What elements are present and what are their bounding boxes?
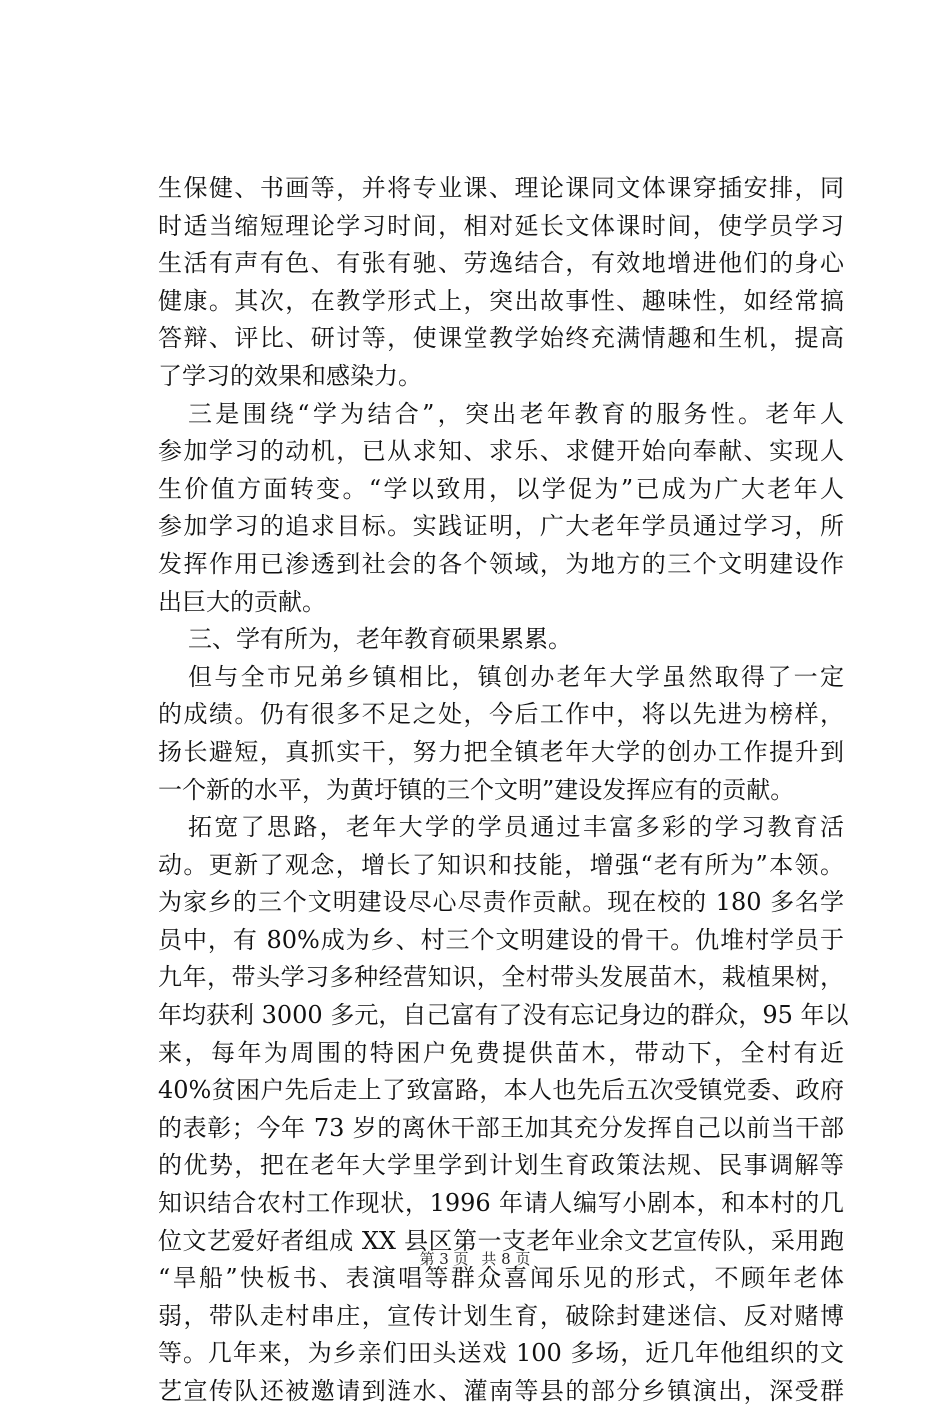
text-line: 扬长避短，真抓实干，努力把全镇老年大学的创办工作提升到 <box>158 737 844 766</box>
text-line: 的优势，把在老年大学里学到计划生育政策法规、民事调解等 <box>158 1151 844 1180</box>
text-line: 时适当缩短理论学习时间，相对延长文体课时间，使学员学习 <box>158 211 844 240</box>
text-line: 三是围绕“学为结合”，突出老年教育的服务性。老年人 <box>188 399 844 428</box>
page-footer <box>0 1248 950 1269</box>
text-line: 员中，有 80%成为乡、村三个文明建设的骨干。仇堆村学员于 <box>158 925 844 954</box>
text-line: 等。几年来，为乡亲们田头送戏 100 多场，近几年他组织的文 <box>158 1339 844 1368</box>
section-heading: 三、学有所为，老年教育硕果累累。 <box>188 625 572 654</box>
text-line: 生价值方面转变。“学以致用，以学促为”已成为广大老年人 <box>158 474 844 503</box>
text-line: 九年，带头学习多种经营知识，全村带头发展苗木，栽植果树， <box>158 963 844 992</box>
text-line: 年均获利 3000 多元，自己富有了没有忘记身边的群众，95 年以 <box>158 1001 849 1030</box>
text-line: 生保健、书画等，并将专业课、理论课同文体课穿插安排，同 <box>158 174 844 202</box>
text-line: 出巨大的贡献。 <box>158 587 326 616</box>
text-line: 动。更新了观念，增长了知识和技能，增强“老有所为”本领。 <box>158 850 844 879</box>
text-line: “旱船”快板书、表演唱等群众喜闻乐见的形式，不顾年老体 <box>158 1264 844 1293</box>
text-line: 艺宣传队还被邀请到涟水、灌南等县的部分乡镇演出，深受群 <box>158 1377 844 1405</box>
text-line: 位文艺爱好者组成 XX 县区第一支老年业余文艺宣传队，采用跑 <box>158 1226 844 1255</box>
text-line: 弱，带队走村串庄，宣传计划生育，破除封建迷信、反对赌博 <box>158 1301 844 1330</box>
text-line: 为家乡的三个文明建设尽心尽责作贡献。现在校的 180 多名学 <box>158 888 844 917</box>
body-text <box>158 170 849 1411</box>
text-line: 知识结合农村工作现状，1996 年请人编写小剧本，和本村的几 <box>158 1189 844 1218</box>
text-line: 一个新的水平，为黄圩镇的三个文明”建设发挥应有的贡献。 <box>158 775 795 804</box>
page-total: 共 8 页 <box>481 1250 531 1268</box>
text-line: 40%贫困户先后走上了致富路，本人也先后五次受镇党委、政府 <box>158 1076 844 1105</box>
text-line: 拓宽了思路，老年大学的学员通过丰富多彩的学习教育活 <box>188 813 844 842</box>
text-line: 参加学习的追求目标。实践证明，广大老年学员通过学习，所 <box>158 512 844 541</box>
page-number: 第 3 页 <box>419 1250 469 1268</box>
text-line: 但与全市兄弟乡镇相比，镇创办老年大学虽然取得了一定 <box>188 662 844 691</box>
text-line: 答辩、评比、研讨等，使课堂教学始终充满情趣和生机，提高 <box>158 324 844 353</box>
text-line: 参加学习的动机，已从求知、求乐、求健开始向奉献、实现人 <box>158 437 844 466</box>
text-line: 的成绩。仍有很多不足之处，今后工作中，将以先进为榜样， <box>158 700 844 729</box>
text-line: 的表彰；今年 73 岁的离休干部王加其充分发挥自己以前当干部 <box>158 1113 844 1142</box>
text-line: 了学习的效果和感染力。 <box>158 361 422 390</box>
text-line: 健康。其次，在教学形式上，突出故事性、趣味性，如经常搞 <box>158 286 844 315</box>
text-line: 生活有声有色、有张有驰、劳逸结合，有效地增进他们的身心 <box>158 249 844 278</box>
text-line: 发挥作用已渗透到社会的各个领域，为地方的三个文明建设作 <box>158 549 844 578</box>
text-line: 来，每年为周围的特困户免费提供苗木，带动下，全村有近 <box>158 1038 844 1067</box>
